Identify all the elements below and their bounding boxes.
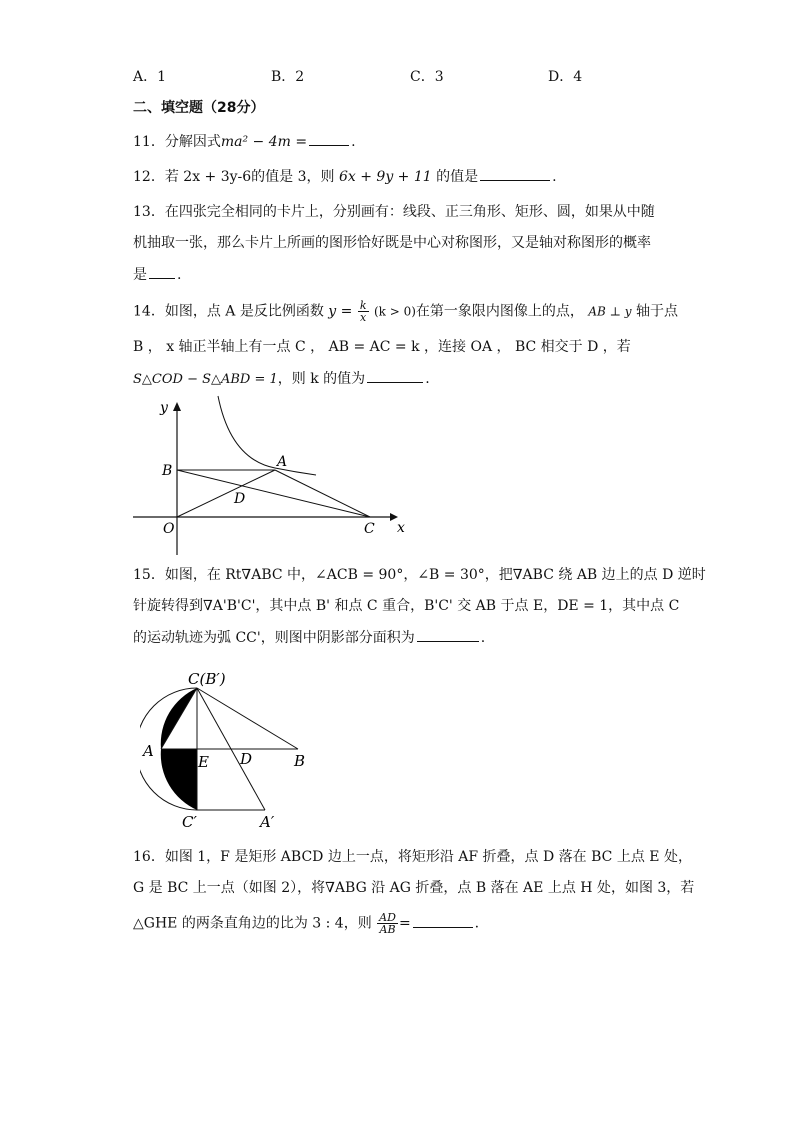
- q16-eq: =: [398, 915, 411, 932]
- q14-fraction: [358, 300, 369, 323]
- question-12: [133, 167, 557, 186]
- q15-line3-prefix: 的运动轨迹为弧 CC'，则图中阴影部分面积为: [133, 630, 415, 646]
- label-E: E: [198, 753, 209, 771]
- q16-line3-prefix: △GHE 的两条直角边的比为 3 : 4，则: [133, 915, 372, 932]
- q16-line-2: G 是 BC 上一点（如图 2），将∇ABG 沿 AG 折叠，点 B 落在 AE 上点 H 处，如图 3，若: [133, 880, 695, 896]
- q13-line-2: 机抽取一张，那么卡片上所画的图形恰好既是中心对称图形，又是轴对称图形的概率: [133, 235, 651, 251]
- q12-mid: 的值是 3，则: [251, 169, 335, 185]
- q14-line-3: [133, 369, 430, 389]
- q16-frac-den: AB: [379, 923, 396, 936]
- y-axis-arrow: [173, 402, 181, 411]
- q11-prefix: 11．分解因式: [133, 134, 221, 150]
- q12-expr: 6x + 9y + 11: [338, 169, 432, 185]
- q14-line1-a: 14．如图，点 A 是反比例函数: [133, 303, 324, 320]
- q12-answer-blank[interactable]: [480, 167, 550, 181]
- section-heading: 二、填空题（28分）: [133, 100, 265, 116]
- segment-BC: [177, 470, 370, 517]
- q14-func-lhs: y =: [328, 303, 353, 320]
- label-B: B: [162, 463, 173, 479]
- q13-suffix: .: [177, 267, 182, 283]
- q11-expr: ma² − 4m =: [220, 134, 308, 150]
- q13-line-3: [133, 265, 181, 284]
- option-a: A．1: [133, 69, 167, 85]
- q14-frac-num: k: [359, 299, 367, 312]
- segment-CB: [197, 688, 298, 749]
- label-B: B: [294, 752, 306, 770]
- label-A: A: [143, 742, 154, 760]
- q16-line-1: 16．如图 1，F 是矩形 ABCD 边上一点，将矩形沿 AF 折叠，点 D 落在 BC 上点 E 处，: [133, 849, 692, 865]
- q11-answer-blank[interactable]: [309, 132, 349, 146]
- option-b: B．2: [271, 69, 305, 85]
- q16-frac-num: AD: [379, 911, 396, 924]
- q14-line-2: B ， x 轴正半轴上有一点 C ， AB = AC = k ，连接 OA ， BC 相交于 D ，若: [133, 339, 631, 355]
- label-O: O: [163, 521, 175, 537]
- q14-figure: [125, 390, 425, 565]
- option-d: D．4: [548, 69, 583, 85]
- label-CB: C(B′): [188, 670, 226, 688]
- q14-suffix: .: [425, 371, 430, 387]
- q14-line-1: [133, 300, 678, 323]
- q15-line-1: 15．如图，在 Rt∇ABC 中，∠ACB = 90°，∠B = 30°，把∇ABC 绕 AB 边上的点 D 逆时: [133, 567, 706, 583]
- q16-answer-blank[interactable]: [413, 914, 473, 928]
- q15-line-2: 针旋转得到∇A'B'C'，其中点 B' 和点 C 重合，B'C' 交 AB 于点 E，DE = 1，其中点 C: [133, 598, 680, 614]
- label-D: D: [240, 750, 253, 768]
- q12-suffix: .: [552, 169, 557, 185]
- q14-condition: (k > 0): [373, 304, 416, 319]
- q14-perp: AB ⊥ y: [588, 304, 632, 319]
- q16-line-3: [133, 912, 479, 935]
- q13-line-1: 13．在四张完全相同的卡片上，分别画有：线段、正三角形、矩形、圆，如果从中随: [133, 204, 655, 220]
- q14-answer-blank[interactable]: [367, 369, 423, 383]
- segment-OA: [177, 470, 275, 517]
- q15-line-3: [133, 628, 485, 647]
- label-A: A: [277, 454, 288, 470]
- q12-condition: 2x + 3y-6: [183, 169, 252, 185]
- q14-line1-b: 在第一象限内图像上的点，: [415, 303, 584, 320]
- q16-fraction: [377, 912, 398, 935]
- q14-area-expr: S△COD − S△ABD = 1: [133, 372, 278, 387]
- q13-line3-prefix: 是: [133, 267, 147, 283]
- label-D: D: [234, 491, 246, 507]
- label-y: y: [160, 400, 168, 416]
- q14-frac-den: x: [360, 311, 367, 324]
- q15-answer-blank[interactable]: [417, 628, 479, 642]
- q12-prefix: 12．若: [133, 169, 179, 185]
- label-x: x: [397, 520, 405, 536]
- label-C: C: [364, 521, 375, 537]
- q15-figure: [140, 665, 315, 835]
- q15-suffix: .: [480, 630, 486, 646]
- question-11: [133, 132, 356, 151]
- option-c: C．3: [410, 69, 444, 85]
- shaded-region-lower: [161, 749, 197, 810]
- hyperbola-curve: [218, 396, 316, 475]
- label-A1: A′: [260, 813, 275, 831]
- q11-suffix: .: [351, 134, 356, 150]
- q13-answer-blank[interactable]: [149, 265, 175, 279]
- segment-AC: [275, 470, 370, 517]
- q12-tail: 的值是: [436, 169, 479, 185]
- q14-line3-mid: ，则 k 的值为: [277, 371, 366, 387]
- q14-line1-c: 轴于点: [636, 303, 678, 320]
- q16-suffix: .: [474, 915, 480, 932]
- label-C1: C′: [182, 813, 197, 831]
